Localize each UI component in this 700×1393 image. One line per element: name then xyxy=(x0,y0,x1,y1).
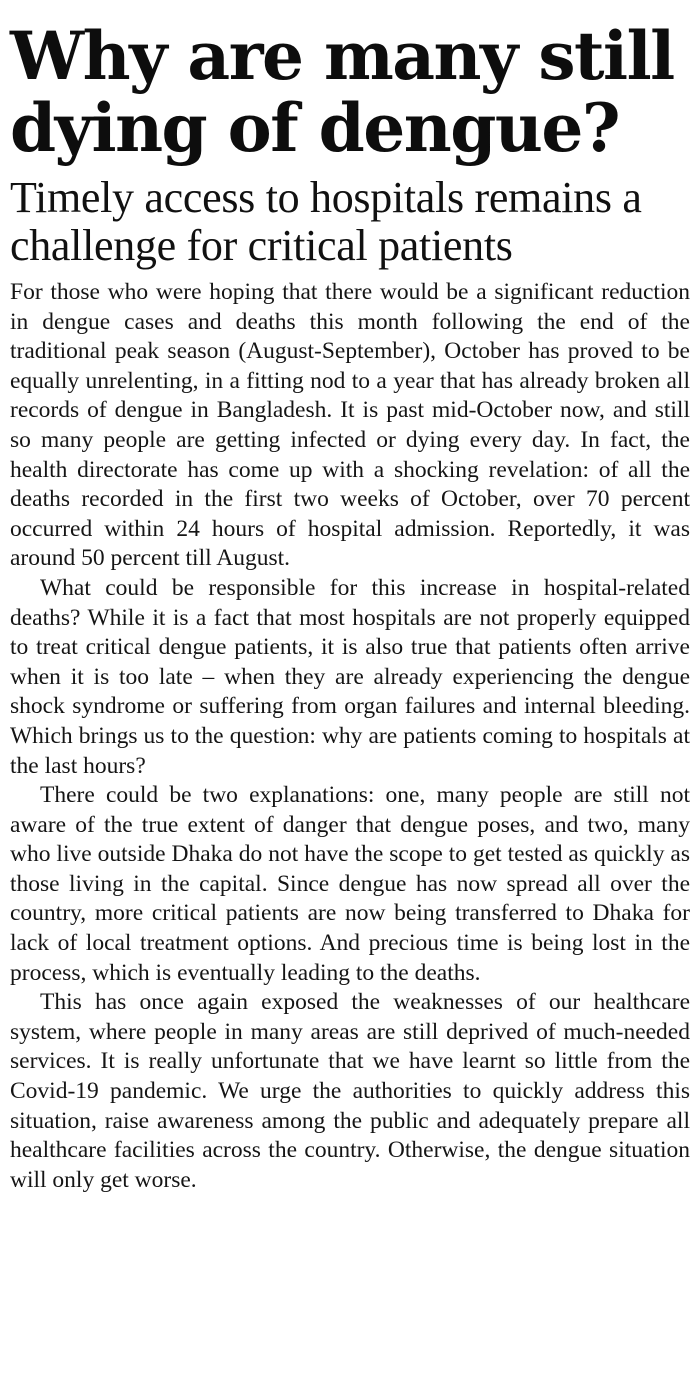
article-paragraph-1: For those who were hoping that there would be a significant reduction in dengue cases and deaths this month following the end of the traditional peak season (August-September), October has proved to be equally unrelenting, in a fitting nod to a year that has already broken all records of dengue in Bangladesh. It is past mid-October now, and still so many people are getting infected or dying every day. In fact, the health directorate has come up with a shocking revelation: of all the deaths recorded in the first two weeks of October, over 70 percent occurred within 24 hours of hospital admission. Reportedly, it was around 50 percent till August. xyxy=(10,279,690,572)
article-paragraph-3: There could be two explanations: one, many people are still not aware of the true extent of danger that dengue poses, and two, many who live outside Dhaka do not have the scope to get tested as quickly as those living in the capital. Since dengue has now spread all over the country, more critical patients are now being transferred to Dhaka for lack of local treatment options. And precious time is being lost in the process, which is eventually leading to the deaths. xyxy=(10,782,690,986)
article-body xyxy=(10,278,690,1195)
editorial-article xyxy=(10,17,690,1195)
article-paragraph-4: This has once again exposed the weaknesses of our healthcare system, where people in many areas are still deprived of much-needed services. It is really unfortunate that we have learnt so little from the Covid-19 pandemic. We urge the authorities to quickly address this situation, raise awareness among the public and adequately prepare all healthcare facilities across the country. Otherwise, the dengue situation will only get worse. xyxy=(10,989,690,1193)
article-subheadline: Timely access to hospitals remains a challenge for critical patients xyxy=(10,173,642,270)
article-headline: Why are many still dying of dengue? xyxy=(10,17,674,167)
article-paragraph-2: What could be responsible for this increase in hospital-related deaths? While it is a fact that most hospitals are not properly equipped to treat critical dengue patients, it is also true that patients often arrive when it is too late – when they are already experiencing the dengue shock syndrome or suffering from organ failures and internal bleeding. Which brings us to the question: why are patients coming to hospitals at the last hours? xyxy=(10,574,690,779)
